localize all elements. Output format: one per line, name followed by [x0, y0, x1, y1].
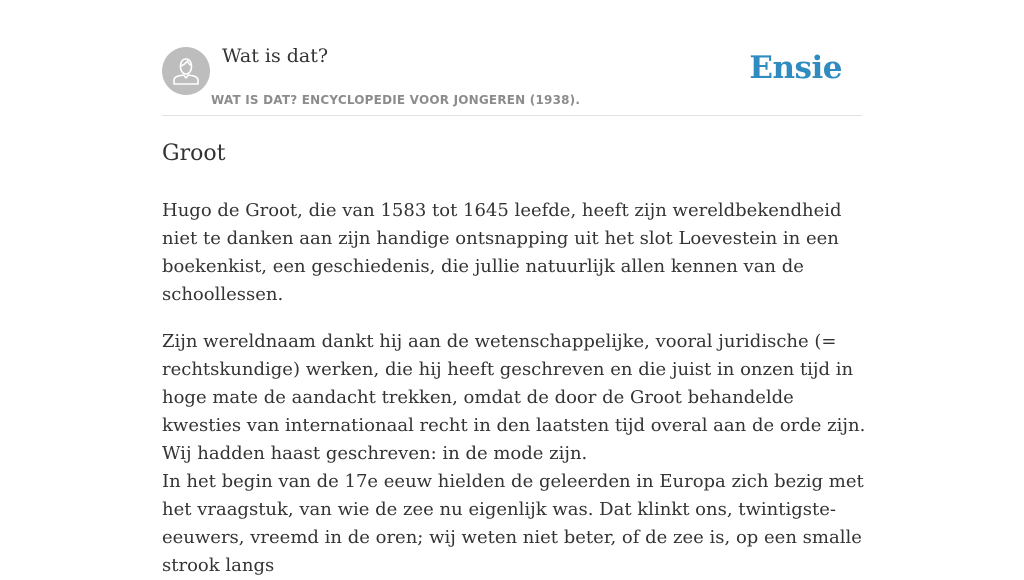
source-avatar[interactable] — [162, 47, 210, 95]
source-title[interactable]: Wat is dat? — [222, 45, 329, 67]
article — [162, 137, 872, 580]
source-header — [162, 0, 862, 116]
article-paragraph: Hugo de Groot, die van 1583 tot 1645 leefde, heeft zijn wereldbekendheid niet te danken aan zijn handige ontsnapping uit het slot Loevestein in een boekenkist, een geschiedenis, die jullie natuurlijk allen kennen van de schoollessen. — [162, 200, 842, 305]
user-icon — [162, 47, 210, 95]
ensie-logo[interactable]: Ensie — [749, 50, 842, 86]
article-paragraph: In het begin van de 17e eeuw hielden de geleerden in Europa zich bezig met het vraagstuk, van wie de zee nu eigenlijk was. Dat klinkt ons, twintigste-eeuwers, vreemd in de oren; wij weten niet beter, of de zee is, op een smalle strook langs — [162, 471, 864, 576]
source-subtitle[interactable]: WAT IS DAT? ENCYCLOPEDIE VOOR JONGEREN (1938). — [211, 93, 581, 107]
article-title: Groot — [162, 141, 226, 166]
article-paragraph: Zijn wereldnaam dankt hij aan de wetenschappelijke, vooral juridische (= rechtskundige) werken, die hij heeft geschreven en die juist in onzen tijd in hoge mate de aandacht trekken, omdat de door de Groot behandelde kwesties van internationaal recht in den laatsten tijd overal aan de orde zijn. Wij hadden haast geschreven: in de mode zijn. — [162, 331, 866, 464]
